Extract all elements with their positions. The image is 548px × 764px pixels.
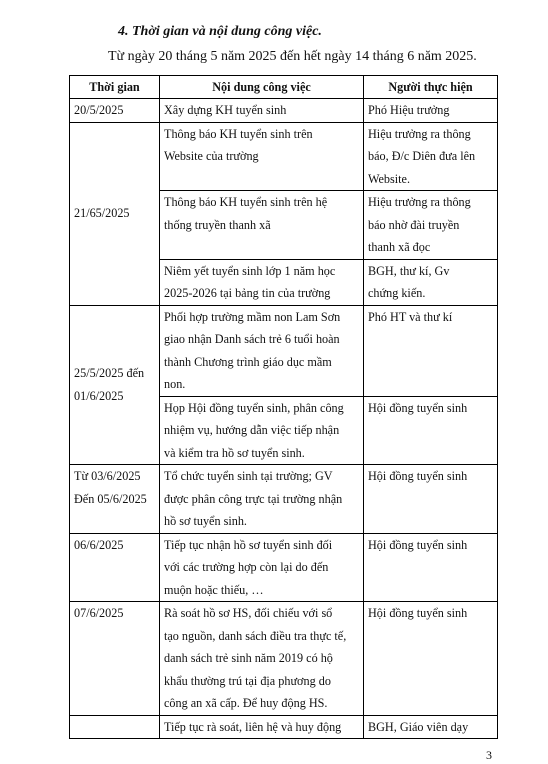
person-cell bbox=[364, 305, 498, 396]
person-cell bbox=[364, 99, 498, 123]
cell-line: Phó Hiệu trưởng bbox=[368, 103, 450, 117]
cell-line: Hiệu trưởng ra thông bbox=[368, 195, 471, 209]
cell-line: Thông báo KH tuyển sinh trên hệ bbox=[164, 195, 328, 209]
cell-line: Website của trường bbox=[164, 149, 259, 163]
time-cell bbox=[70, 99, 160, 123]
cell-line: Tiếp tục nhận hồ sơ tuyển sinh đối bbox=[164, 537, 333, 552]
cell-line: Niêm yết tuyển sinh lớp 1 năm học bbox=[164, 263, 336, 278]
cell-line: Phối hợp trường mầm non Lam Sơn bbox=[164, 309, 341, 324]
content-cell bbox=[160, 396, 364, 465]
content-cell bbox=[160, 602, 364, 716]
cell-line: 06/6/2025 bbox=[74, 537, 124, 552]
table-row bbox=[70, 533, 498, 602]
person-cell bbox=[364, 602, 498, 716]
cell-line: được phân công trực tại trường nhận bbox=[164, 491, 343, 506]
cell-line bbox=[74, 716, 155, 739]
time-cell bbox=[70, 305, 160, 465]
cell-line: 21/65/2025 bbox=[74, 206, 130, 221]
person-cell bbox=[364, 122, 498, 191]
cell-line: hồ sơ tuyển sinh. bbox=[164, 514, 247, 528]
header-person: Người thực hiện bbox=[364, 76, 498, 99]
content-cell bbox=[160, 533, 364, 602]
table-row bbox=[70, 122, 498, 191]
content-cell bbox=[160, 122, 364, 191]
cell-line: Hội đồng tuyển sinh bbox=[368, 469, 468, 483]
header-time: Thời gian bbox=[70, 76, 160, 99]
cell-line: Hội đồng tuyển sinh bbox=[368, 400, 468, 415]
cell-line: Đến 05/6/2025 bbox=[74, 491, 147, 506]
table-header-row bbox=[70, 76, 498, 99]
person-cell bbox=[364, 191, 498, 260]
content-cell bbox=[160, 99, 364, 123]
cell-line: Thông báo KH tuyển sinh trên bbox=[164, 126, 313, 141]
cell-line: Phó HT và thư kí bbox=[368, 309, 453, 324]
cell-line: 20/5/2025 bbox=[74, 103, 124, 117]
content-cell bbox=[160, 465, 364, 534]
cell-line: khẩu thường trú tại địa phương do bbox=[164, 673, 331, 688]
cell-line: 2025-2026 tại bảng tin của trường bbox=[164, 286, 331, 300]
cell-line: Xây dựng KH tuyển sinh bbox=[164, 103, 287, 117]
content-cell bbox=[160, 715, 364, 739]
cell-line: danh sách trẻ sinh năm 2019 có hộ bbox=[164, 651, 333, 665]
person-cell bbox=[364, 259, 498, 305]
table-row bbox=[70, 305, 498, 396]
person-cell bbox=[364, 396, 498, 465]
cell-line: non. bbox=[164, 377, 186, 391]
cell-line: 07/6/2025 bbox=[74, 606, 124, 620]
cell-line: Rà soát hồ sơ HS, đối chiếu với sổ bbox=[164, 606, 333, 620]
time-cell bbox=[70, 465, 160, 534]
cell-line: 25/5/2025 đến bbox=[74, 366, 145, 381]
cell-line: Hiệu trưởng ra thông bbox=[368, 126, 471, 141]
cell-line: với các trường hợp còn lại do đến bbox=[164, 560, 329, 574]
cell-line: báo, Đ/c Diên đưa lên bbox=[368, 149, 476, 163]
time-cell bbox=[70, 533, 160, 602]
cell-line: BGH, Giáo viên dạy bbox=[368, 719, 469, 734]
person-cell bbox=[364, 715, 498, 739]
cell-line: thành Chương trình giáo dục mầm bbox=[164, 354, 332, 369]
cell-line: nhiệm vụ, hướng dẫn việc tiếp nhận bbox=[164, 423, 340, 437]
cell-line: Họp Hội đồng tuyển sinh, phân công bbox=[164, 400, 344, 415]
table-row bbox=[70, 465, 498, 534]
person-cell bbox=[364, 533, 498, 602]
cell-line: muộn hoặc thiếu, … bbox=[164, 582, 264, 597]
cell-line: báo nhờ đài truyền bbox=[368, 217, 460, 232]
cell-line: chứng kiến. bbox=[368, 286, 426, 300]
period-text: Từ ngày 20 tháng 5 năm 2025 đến hết ngày 14 tháng 6 năm 2025. bbox=[108, 49, 477, 64]
cell-line: giao nhận Danh sách trẻ 6 tuổi hoàn bbox=[164, 332, 340, 346]
content-cell bbox=[160, 305, 364, 396]
person-cell bbox=[364, 465, 498, 534]
cell-line: 01/6/2025 bbox=[74, 388, 124, 403]
cell-line: công an xã cấp. Để huy động HS. bbox=[164, 696, 328, 710]
time-cell bbox=[70, 715, 160, 739]
content-cell bbox=[160, 259, 364, 305]
cell-line: Hội đồng tuyển sinh bbox=[368, 537, 468, 552]
cell-line: BGH, thư kí, Gv bbox=[368, 263, 450, 278]
cell-line: thống truyền thanh xã bbox=[164, 217, 271, 232]
section-heading: 4. Thời gian và nội dung công việc. bbox=[118, 24, 322, 39]
cell-line: và kiểm tra hồ sơ tuyển sinh. bbox=[164, 445, 305, 460]
table-row bbox=[70, 99, 498, 123]
time-cell bbox=[70, 602, 160, 716]
cell-line: Hội đồng tuyển sinh bbox=[368, 606, 468, 620]
time-cell bbox=[70, 122, 160, 305]
table-row bbox=[70, 602, 498, 716]
header-content: Nội dung công việc bbox=[160, 76, 364, 99]
schedule-table bbox=[69, 75, 498, 739]
cell-line: thanh xã đọc bbox=[368, 240, 431, 254]
cell-line: tạo nguồn, danh sách điều tra thực tế, bbox=[164, 628, 347, 643]
content-cell bbox=[160, 191, 364, 260]
cell-line: Từ 03/6/2025 bbox=[74, 469, 141, 483]
cell-line: Tổ chức tuyển sinh tại trường; GV bbox=[164, 469, 333, 483]
page-number: 3 bbox=[486, 748, 492, 762]
table-row bbox=[70, 715, 498, 739]
cell-line: Tiếp tục rà soát, liên hệ và huy động bbox=[164, 719, 342, 734]
cell-line: Website. bbox=[368, 171, 411, 186]
